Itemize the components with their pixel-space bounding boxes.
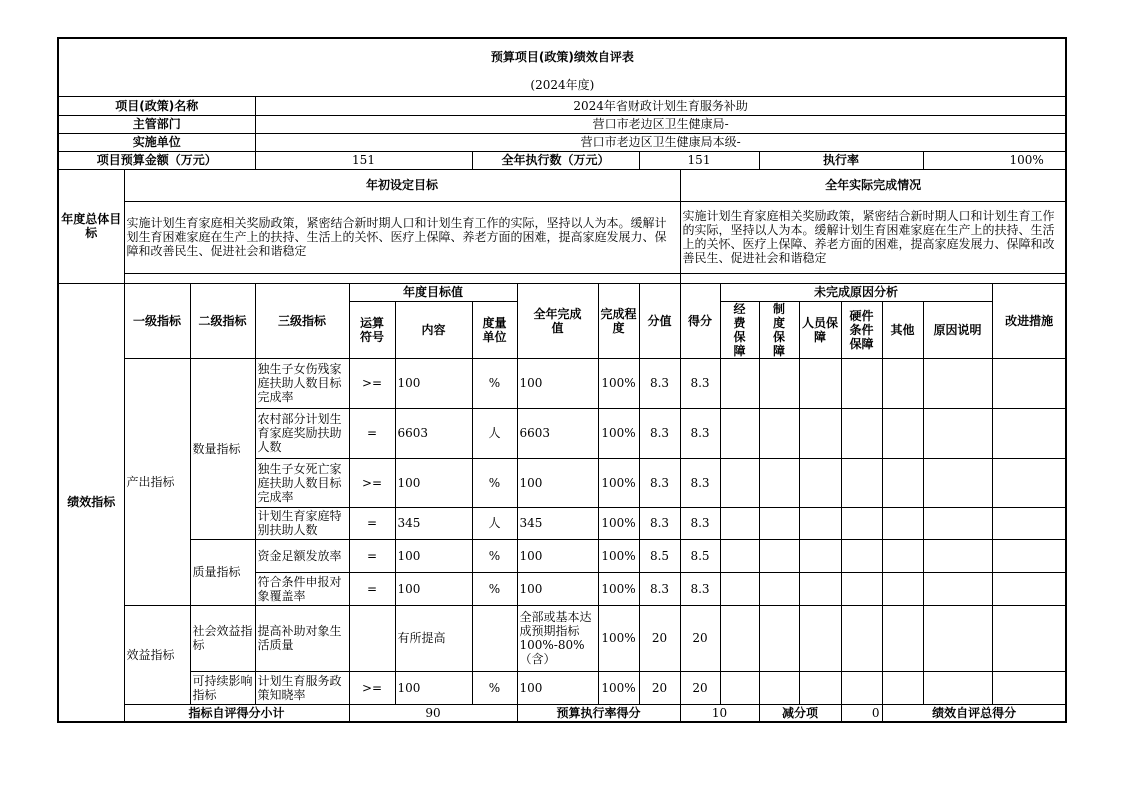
indicator-weight: 8.3 (639, 572, 680, 605)
reason-cell (720, 539, 759, 572)
completion-header: 完成程度 (598, 283, 639, 358)
indicator-actual: 100 (517, 358, 598, 408)
indicator-completion: 100% (598, 358, 639, 408)
improve-cell (992, 507, 1066, 539)
goal-spacer (680, 273, 1066, 283)
budget-value: 151 (255, 151, 472, 169)
reason-cell (720, 408, 759, 458)
reason-cell (882, 572, 923, 605)
exec-score-label: 预算执行率得分 (517, 704, 680, 722)
score-header: 得分 (680, 283, 720, 358)
indicator-unit: % (472, 572, 517, 605)
reason-cell (923, 507, 992, 539)
indicator-name: 独生子女伤残家庭扶助人数目标完成率 (255, 358, 349, 408)
unit-value: 营口市老边区卫生健康局本级- (255, 133, 1066, 151)
improve-cell (992, 539, 1066, 572)
reason-cell (799, 507, 841, 539)
deduct-label: 减分项 (759, 704, 841, 722)
operator-header: 运算符号 (349, 301, 395, 358)
indicator-unit: 人 (472, 408, 517, 458)
indicator-completion: 100% (598, 572, 639, 605)
improve-cell (992, 358, 1066, 408)
reason-cell (841, 572, 882, 605)
indicator-operator: = (349, 572, 395, 605)
indicator-name: 农村部分计划生育家庭奖励扶助人数 (255, 408, 349, 458)
rate-label: 执行率 (759, 151, 923, 169)
indicator-weight: 20 (639, 671, 680, 704)
annual-goal-label: 年度总体目标 (58, 169, 124, 283)
indicator-operator (349, 605, 395, 671)
reason-cell (923, 408, 992, 458)
reason-cell (799, 671, 841, 704)
benefit-group-label: 效益指标 (124, 605, 190, 704)
reason-cell (759, 458, 799, 507)
reason-cell (799, 458, 841, 507)
reason-system-header: 制度保障 (759, 301, 799, 358)
unit-label: 实施单位 (58, 133, 255, 151)
indicator-weight: 8.5 (639, 539, 680, 572)
content-header: 内容 (395, 301, 472, 358)
reason-cell (923, 539, 992, 572)
indicator-name: 提高补助对象生活质量 (255, 605, 349, 671)
indicator-weight: 8.3 (639, 507, 680, 539)
reason-cell (841, 605, 882, 671)
indicator-score: 8.5 (680, 539, 720, 572)
reason-cell (720, 572, 759, 605)
indicator-unit: % (472, 358, 517, 408)
reason-staff-header: 人员保障 (799, 301, 841, 358)
indicator-actual: 100 (517, 458, 598, 507)
indicator-weight: 8.3 (639, 458, 680, 507)
reason-cell (759, 539, 799, 572)
improve-cell (992, 605, 1066, 671)
reason-cell (799, 572, 841, 605)
dept-label: 主管部门 (58, 115, 255, 133)
reason-cell (799, 358, 841, 408)
actual-value-header: 全年完成值 (517, 283, 598, 358)
project-name-label: 项目(政策)名称 (58, 96, 255, 115)
indicator-operator: = (349, 408, 395, 458)
reason-cell (882, 671, 923, 704)
reason-cell (759, 408, 799, 458)
reason-cell (882, 605, 923, 671)
exec-value: 151 (639, 151, 759, 169)
reason-funding-header: 经费保障 (720, 301, 759, 358)
indicator-score: 8.3 (680, 507, 720, 539)
indicator-weight: 20 (639, 605, 680, 671)
indicator-content: 有所提高 (395, 605, 472, 671)
output-group-label: 产出指标 (124, 358, 190, 605)
indicator-content: 6603 (395, 408, 472, 458)
reason-cell (923, 358, 992, 408)
indicator-score: 20 (680, 605, 720, 671)
indicator-score: 8.3 (680, 458, 720, 507)
indicator-completion: 100% (598, 671, 639, 704)
weight-header: 分值 (639, 283, 680, 358)
reason-cell (799, 605, 841, 671)
indicator-completion: 100% (598, 408, 639, 458)
indicator-score: 8.3 (680, 572, 720, 605)
reasons-header: 未完成原因分析 (720, 283, 992, 301)
indicator-unit: % (472, 539, 517, 572)
indicator-score: 8.3 (680, 408, 720, 458)
indicator-operator: >= (349, 671, 395, 704)
reason-cell (882, 358, 923, 408)
reason-cell (841, 539, 882, 572)
indicator-weight: 8.3 (639, 408, 680, 458)
dept-value: 营口市老边区卫生健康局- (255, 115, 1066, 133)
indicator-actual: 345 (517, 507, 598, 539)
indicator-weight: 8.3 (639, 358, 680, 408)
reason-cell (759, 507, 799, 539)
perf-indicator-label: 绩效指标 (58, 283, 124, 722)
deduct-value: 0 (841, 704, 882, 722)
indicator-unit: % (472, 671, 517, 704)
page-title: 预算项目(政策)绩效自评表 (58, 38, 1066, 75)
indicator-actual: 6603 (517, 408, 598, 458)
reason-cell (923, 605, 992, 671)
reason-cell (923, 458, 992, 507)
reason-cell (882, 408, 923, 458)
indicator-unit (472, 605, 517, 671)
indicator-actual: 全部或基本达成预期指标100%-80%（含） (517, 605, 598, 671)
initial-goal-text: 实施计划生育家庭相关奖励政策，紧密结合新时期人口和计划生育工作的实际，坚持以人为本。缓解计划生育困难家庭在生产上的扶持、生活上的关怀、医疗上保障、养老方面的困难，提高家庭发展力、保障和改善民生、促进社会和谐稳定 (124, 201, 680, 273)
evaluation-table (57, 37, 1067, 723)
reason-cell (923, 671, 992, 704)
social-group-label: 社会效益指标 (190, 605, 255, 671)
indicator-operator: = (349, 507, 395, 539)
reason-cell (799, 539, 841, 572)
indicator-unit: 人 (472, 507, 517, 539)
indicator-content: 100 (395, 539, 472, 572)
reason-cell (882, 539, 923, 572)
annual-target-header: 年度目标值 (349, 283, 517, 301)
reason-cell (841, 458, 882, 507)
indicator-name: 独生子女死亡家庭扶助人数目标完成率 (255, 458, 349, 507)
level3-header: 三级指标 (255, 283, 349, 358)
actual-result-header: 全年实际完成情况 (680, 169, 1066, 201)
reason-cell (841, 671, 882, 704)
indicator-completion: 100% (598, 507, 639, 539)
reason-cell (759, 572, 799, 605)
indicator-name: 符合条件申报对象覆盖率 (255, 572, 349, 605)
indicator-name: 计划生育家庭特别扶助人数 (255, 507, 349, 539)
actual-result-text: 实施计划生育家庭相关奖励政策，紧密结合新时期人口和计划生育工作的实际，坚持以人为本。缓解计划生育困难家庭在生产上的扶持、生活上的关怀、医疗上保障、养老方面的困难，提高家庭发展力、保障和改善民生、促进社会和谐稳定 (680, 201, 1066, 273)
reason-cell (720, 605, 759, 671)
reason-cell (841, 507, 882, 539)
reason-cell (923, 572, 992, 605)
improve-cell (992, 458, 1066, 507)
budget-label: 项目预算金额（万元） (58, 151, 255, 169)
indicator-score: 20 (680, 671, 720, 704)
indicator-operator: = (349, 539, 395, 572)
unit-header: 度量单位 (472, 301, 517, 358)
reason-other-header: 其他 (882, 301, 923, 358)
indicator-completion: 100% (598, 605, 639, 671)
indicator-content: 100 (395, 572, 472, 605)
reason-cell (759, 605, 799, 671)
reason-cell (759, 358, 799, 408)
reason-cell (720, 458, 759, 507)
exec-label: 全年执行数（万元） (472, 151, 639, 169)
indicator-content: 345 (395, 507, 472, 539)
subtotal-value: 90 (349, 704, 517, 722)
indicator-actual: 100 (517, 671, 598, 704)
improve-cell (992, 408, 1066, 458)
rate-value: 100% (923, 151, 1066, 169)
reason-cell (841, 408, 882, 458)
improve-cell (992, 572, 1066, 605)
level1-header: 一级指标 (124, 283, 190, 358)
quality-group-label: 质量指标 (190, 539, 255, 605)
indicator-content: 100 (395, 458, 472, 507)
improve-cell (992, 671, 1066, 704)
indicator-name: 资金足额发放率 (255, 539, 349, 572)
indicator-completion: 100% (598, 458, 639, 507)
indicator-unit: % (472, 458, 517, 507)
project-name-value: 2024年省财政计划生育服务补助 (255, 96, 1066, 115)
reason-cell (720, 671, 759, 704)
subtotal-label: 指标自评得分小计 (124, 704, 349, 722)
improve-header: 改进措施 (992, 283, 1066, 358)
indicator-name: 计划生育服务政策知晓率 (255, 671, 349, 704)
reason-cell (720, 507, 759, 539)
goal-spacer (124, 273, 680, 283)
reason-hardware-header: 硬件条件保障 (841, 301, 882, 358)
initial-goal-header: 年初设定目标 (124, 169, 680, 201)
indicator-operator: >= (349, 458, 395, 507)
indicator-content: 100 (395, 358, 472, 408)
year-subtitle: (2024年度) (58, 75, 1066, 96)
exec-score-value: 10 (680, 704, 759, 722)
indicator-actual: 100 (517, 572, 598, 605)
reason-cell (799, 408, 841, 458)
indicator-completion: 100% (598, 539, 639, 572)
quantity-group-label: 数量指标 (190, 358, 255, 539)
indicator-score: 8.3 (680, 358, 720, 408)
reason-cell (882, 507, 923, 539)
reason-cell (882, 458, 923, 507)
sustain-group-label: 可持续影响指标 (190, 671, 255, 704)
indicator-actual: 100 (517, 539, 598, 572)
reason-explain-header: 原因说明 (923, 301, 992, 358)
indicator-operator: >= (349, 358, 395, 408)
total-label: 绩效自评总得分 (882, 704, 1066, 722)
reason-cell (720, 358, 759, 408)
indicator-content: 100 (395, 671, 472, 704)
reason-cell (759, 671, 799, 704)
level2-header: 二级指标 (190, 283, 255, 358)
reason-cell (841, 358, 882, 408)
